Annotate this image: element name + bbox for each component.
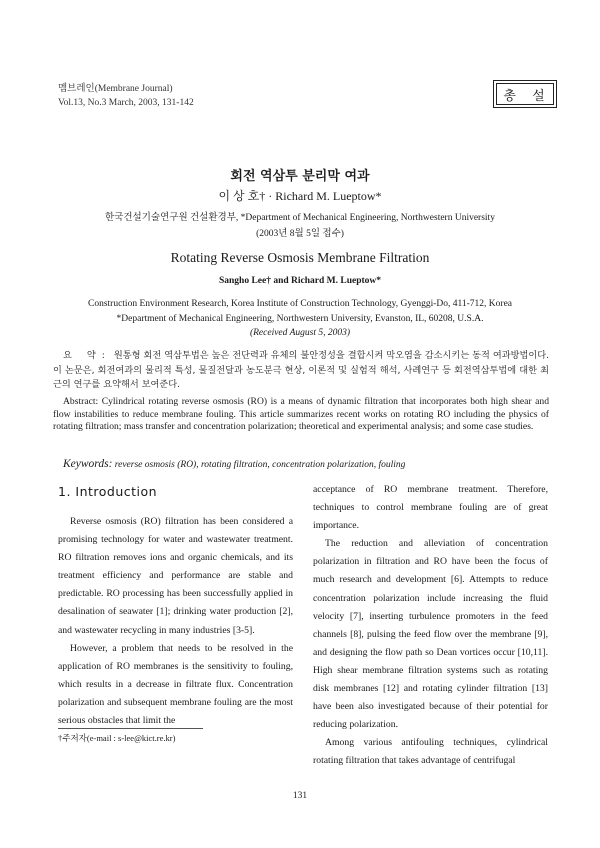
received-date-english: (Received August 5, 2003) — [249, 328, 351, 338]
right-column — [313, 481, 548, 771]
paragraph: The reduction and alleviation of concentration polarization in filtration and RO have been the focus of much research and development [6]. Attempts to reduce concentration polarization include increasing the fluid velocity [7], inserting turbulence promoters in the feed channels [8], pulsing the feed flow over the membrane [9], and designing the flow path so Dean vortices occur [10,11]. High shear membrane filtration systems such as rotating disk membranes [12] and rotating cylinder filtration [13] have been also investigated because of their potential for reducing polarization. — [313, 538, 548, 731]
authors-english: Sangho Lee† and Richard M. Lueptow* — [218, 276, 382, 286]
paragraph: Among various antifouling techniques, cylindrical rotating filtration that takes advantage of centrifugal — [313, 737, 548, 767]
keywords-text: reverse osmosis (RO), rotating filtration, concentration polarization, fouling — [114, 460, 406, 470]
affiliation-english-1: Construction Environment Research, Korea Institute of Construction Technology, Gyenggi-Do, 411-712, Korea — [87, 299, 513, 309]
abstract-korean — [53, 349, 549, 393]
paragraph: However, a problem that needs to be resolved in the application of RO membranes is the sensitivity to fouling, which results in a decrease in filtrate flux. Concentration polarization and subsequent membrane fouling are the most serious obstacles that limit the — [58, 642, 293, 727]
paragraph: acceptance of RO membrane treatment. Therefore, techniques to control membrane fouling are of great importance. — [313, 484, 548, 532]
paragraph: Reverse osmosis (RO) filtration has been considered a promising technology for water and wastewater treatment. RO filtration removes ions and organic chemicals, and its treatment efficiency and performance are stable and predictable. RO processing has been successfully applied in desalination of seawater [1]; drinking water production [2], and wastewater recycling in many industries [3-5]. — [58, 516, 293, 636]
page-number: 131 — [292, 791, 308, 801]
section-heading-introduction: 1. Introduction — [58, 484, 158, 499]
affiliation-korean: 한국건설기술연구원 건설환경부, *Department of Mechanical Engineering, Northwestern University — [105, 213, 495, 223]
affiliation-english-2: *Department of Mechanical Engineering, Northwestern University, Evanston, IL, 60208, U.S.A. — [116, 314, 484, 324]
abstract-english-label: Abstract: — [63, 396, 99, 407]
title-korean: 회전 역삼투 분리막 여과 — [230, 169, 370, 184]
footnote: †주저자(e-mail : s-lee@kict.re.kr) — [58, 733, 176, 743]
section-badge: 총 설 — [496, 83, 554, 105]
abstract-korean-label: 요 약: — [63, 350, 111, 361]
keywords — [63, 458, 405, 470]
journal-issue: Vol.13, No.3 March, 2003, 131-142 — [58, 98, 194, 108]
title-english: Rotating Reverse Osmosis Membrane Filtration — [170, 250, 430, 265]
keywords-label: Keywords: — [63, 458, 113, 470]
authors-korean: 이 상 호† · Richard M. Lueptow* — [218, 189, 382, 203]
abstract-english — [53, 396, 549, 434]
left-column — [58, 513, 293, 730]
received-date-korean: (2003년 8월 5일 접수) — [256, 229, 344, 239]
footnote-rule — [58, 728, 203, 729]
journal-name: 멤브레인(Membrane Journal) — [58, 84, 173, 94]
abstract-english-text: Cylindrical rotating reverse osmosis (RO) is a means of dynamic filtration that incorporates both high shear and flow instabilities to reduce membrane fouling. This article summarizes recent works on rotating RO including the physics of rotating filtration; mass transfer and concentration polarization; theoretical and experimental analysis; and some case studies. — [53, 396, 549, 432]
abstract-korean-text: 원통형 회전 역삼투법은 높은 전단력과 유체의 불안정성을 결합시켜 막오염을 감소시키는 동적 여과방법이다. 이 논문은, 회전여과의 물리적 특성, 물질전달과 농도분극 현상, 이론적 및 실험적 해석, 사례연구 등 회전역삼투법에 대한 최근의 연구를 요약해서 보여준다. — [53, 350, 549, 390]
